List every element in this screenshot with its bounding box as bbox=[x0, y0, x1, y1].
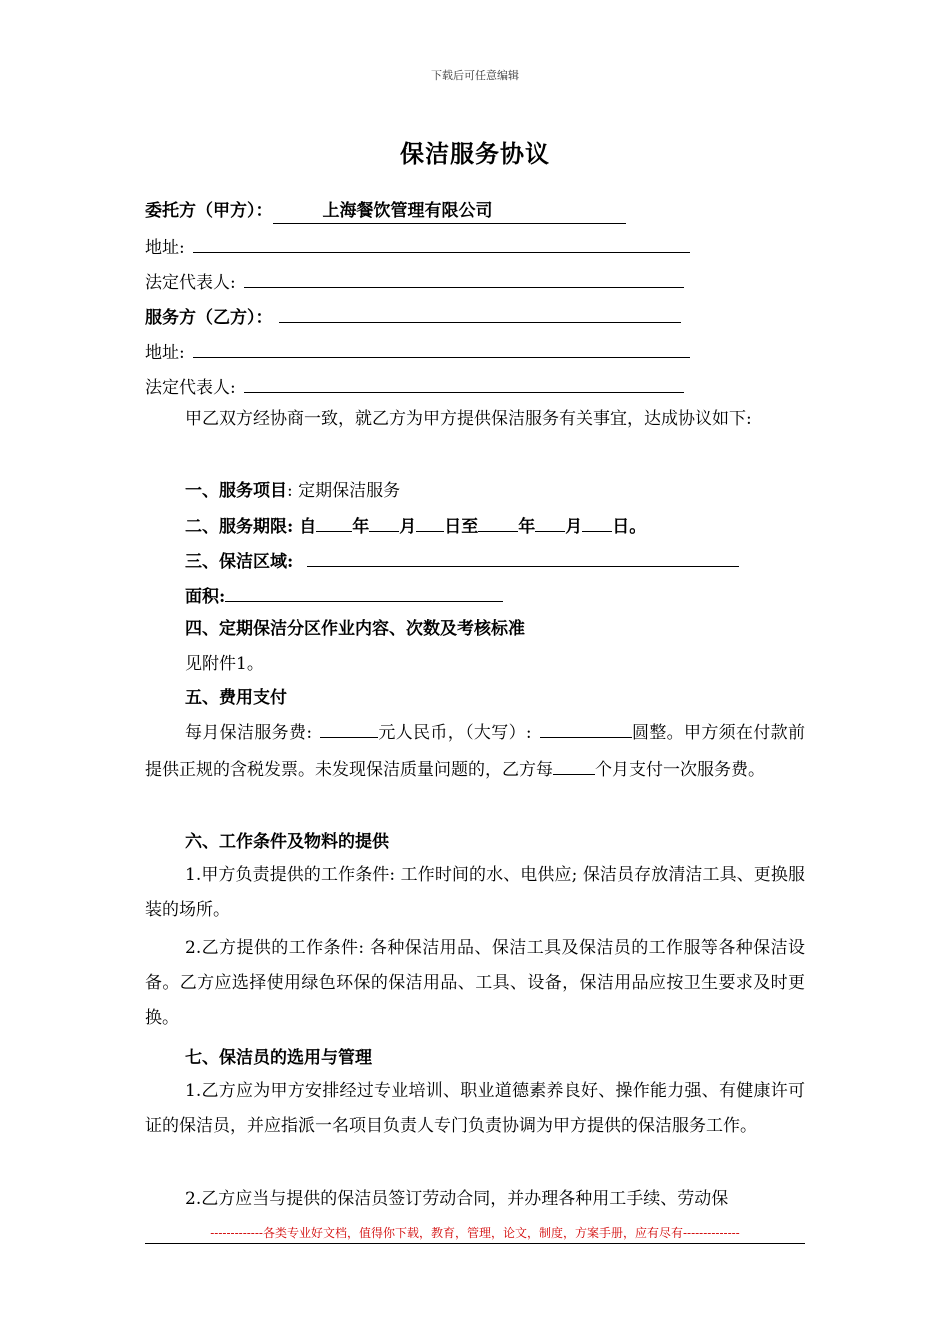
fee-amount-blank bbox=[320, 714, 378, 738]
party-b-rep-blank bbox=[244, 369, 684, 393]
footer-note: -------------各类专业好文档，值得你下载，教育，管理，论文，制度，方案手册，应有尽有-------------- bbox=[210, 1226, 740, 1240]
party-b-row bbox=[145, 299, 681, 333]
party-a-rep-blank bbox=[244, 264, 684, 288]
section-2-from: 自 bbox=[299, 517, 317, 537]
party-a-rep-label: 法定代表人: bbox=[145, 273, 236, 293]
fee-capital-blank bbox=[540, 714, 632, 738]
section-6-p1: 1.甲方负责提供的工作条件: 工作时间的水、电供应; 保洁员存放清洁工具、更换服装的场所。 bbox=[145, 865, 805, 920]
party-b-rep-label: 法定代表人: bbox=[145, 378, 236, 398]
party-a-address-blank bbox=[193, 229, 690, 253]
section-2-month2: 月 bbox=[565, 517, 583, 537]
cleaning-area-blank bbox=[307, 543, 739, 567]
section-4-label: 四、定期保洁分区作业内容、次数及考核标准 bbox=[185, 619, 525, 639]
section-6-label: 六、工作条件及物料的提供 bbox=[185, 832, 389, 852]
section-1-value: 定期保洁服务 bbox=[292, 481, 401, 501]
section-1-label: 一、服务项目 bbox=[185, 481, 287, 501]
party-b-address-row bbox=[145, 334, 690, 368]
party-a-address-row bbox=[145, 229, 690, 263]
payment-months-blank bbox=[553, 751, 595, 775]
section-2 bbox=[185, 508, 646, 542]
end-day-blank bbox=[582, 508, 612, 532]
end-year-blank bbox=[478, 508, 518, 532]
area-blank bbox=[225, 578, 503, 602]
fee-label: 每月保洁服务费: bbox=[185, 723, 313, 743]
section-7-p2: 2.乙方应当与提供的保洁员签订劳动合同，并办理各种用工手续、劳动保 bbox=[185, 1189, 729, 1209]
party-b-label: 服务方（乙方）： bbox=[145, 308, 273, 328]
section-3-label: 三、保洁区域: bbox=[185, 552, 294, 572]
section-5-paragraph bbox=[145, 714, 805, 788]
fee-unit: 元人民币，（大写）: bbox=[378, 723, 532, 743]
start-month-blank bbox=[369, 508, 399, 532]
section-3 bbox=[185, 543, 739, 577]
intro-paragraph: 甲乙双方经协商一致，就乙方为甲方提供保洁服务有关事宜，达成协议如下: bbox=[185, 409, 752, 429]
start-year-blank bbox=[316, 508, 352, 532]
header-note: 下载后可任意编辑 bbox=[431, 69, 519, 82]
section-2-day-end: 日。 bbox=[612, 517, 647, 537]
party-a-label: 委托方（甲方）： bbox=[145, 201, 273, 221]
section-1-sep: : bbox=[287, 481, 293, 501]
section-2-year: 年 bbox=[352, 517, 370, 537]
fee-tail: 圆整。甲方须在付款前提供正规的含税发票。未发现保洁质量问题的，乙方每 bbox=[145, 723, 806, 780]
section-2-day-to: 日至 bbox=[444, 517, 479, 537]
section-4-text: 见附件1。 bbox=[185, 654, 264, 674]
section-1 bbox=[185, 474, 400, 508]
section-6-p2: 2.乙方提供的工作条件: 各种保洁用品、保洁工具及保洁员的工作服等各种保洁设备。乙方应选择使用绿色环保的保洁用品、工具、设备，保洁用品应按卫生要求及时更换。 bbox=[145, 938, 805, 1028]
end-month-blank bbox=[535, 508, 565, 532]
party-a-name: 上海餐饮管理有限公司 bbox=[273, 200, 626, 224]
start-day-blank bbox=[416, 508, 444, 532]
party-b-address-blank bbox=[193, 334, 690, 358]
section-2-label: 二、服务期限: bbox=[185, 517, 294, 537]
party-a-address-label: 地址: bbox=[145, 238, 185, 258]
section-7-p1: 1.乙方应为甲方安排经过专业培训、职业道德素养良好、操作能力强、有健康许可证的保洁员，并应指派一名项目负责人专门负责协调为甲方提供的保洁服务工作。 bbox=[145, 1081, 805, 1136]
section-5-label: 五、费用支付 bbox=[185, 688, 287, 708]
section-2-month: 月 bbox=[399, 517, 417, 537]
fee-tail-2: 个月支付一次服务费。 bbox=[595, 760, 765, 780]
section-2-year2: 年 bbox=[518, 517, 536, 537]
party-b-rep-row bbox=[145, 369, 684, 403]
section-7-label: 七、保洁员的选用与管理 bbox=[185, 1048, 372, 1068]
document-title: 保洁服务协议 bbox=[400, 139, 550, 168]
footer-divider bbox=[145, 1243, 805, 1244]
party-a-row bbox=[145, 194, 626, 228]
party-b-name-blank bbox=[279, 299, 681, 323]
party-b-address-label: 地址: bbox=[145, 343, 185, 363]
party-a-rep-row bbox=[145, 264, 684, 298]
area-label: 面积: bbox=[185, 587, 226, 607]
area-row bbox=[185, 578, 503, 612]
